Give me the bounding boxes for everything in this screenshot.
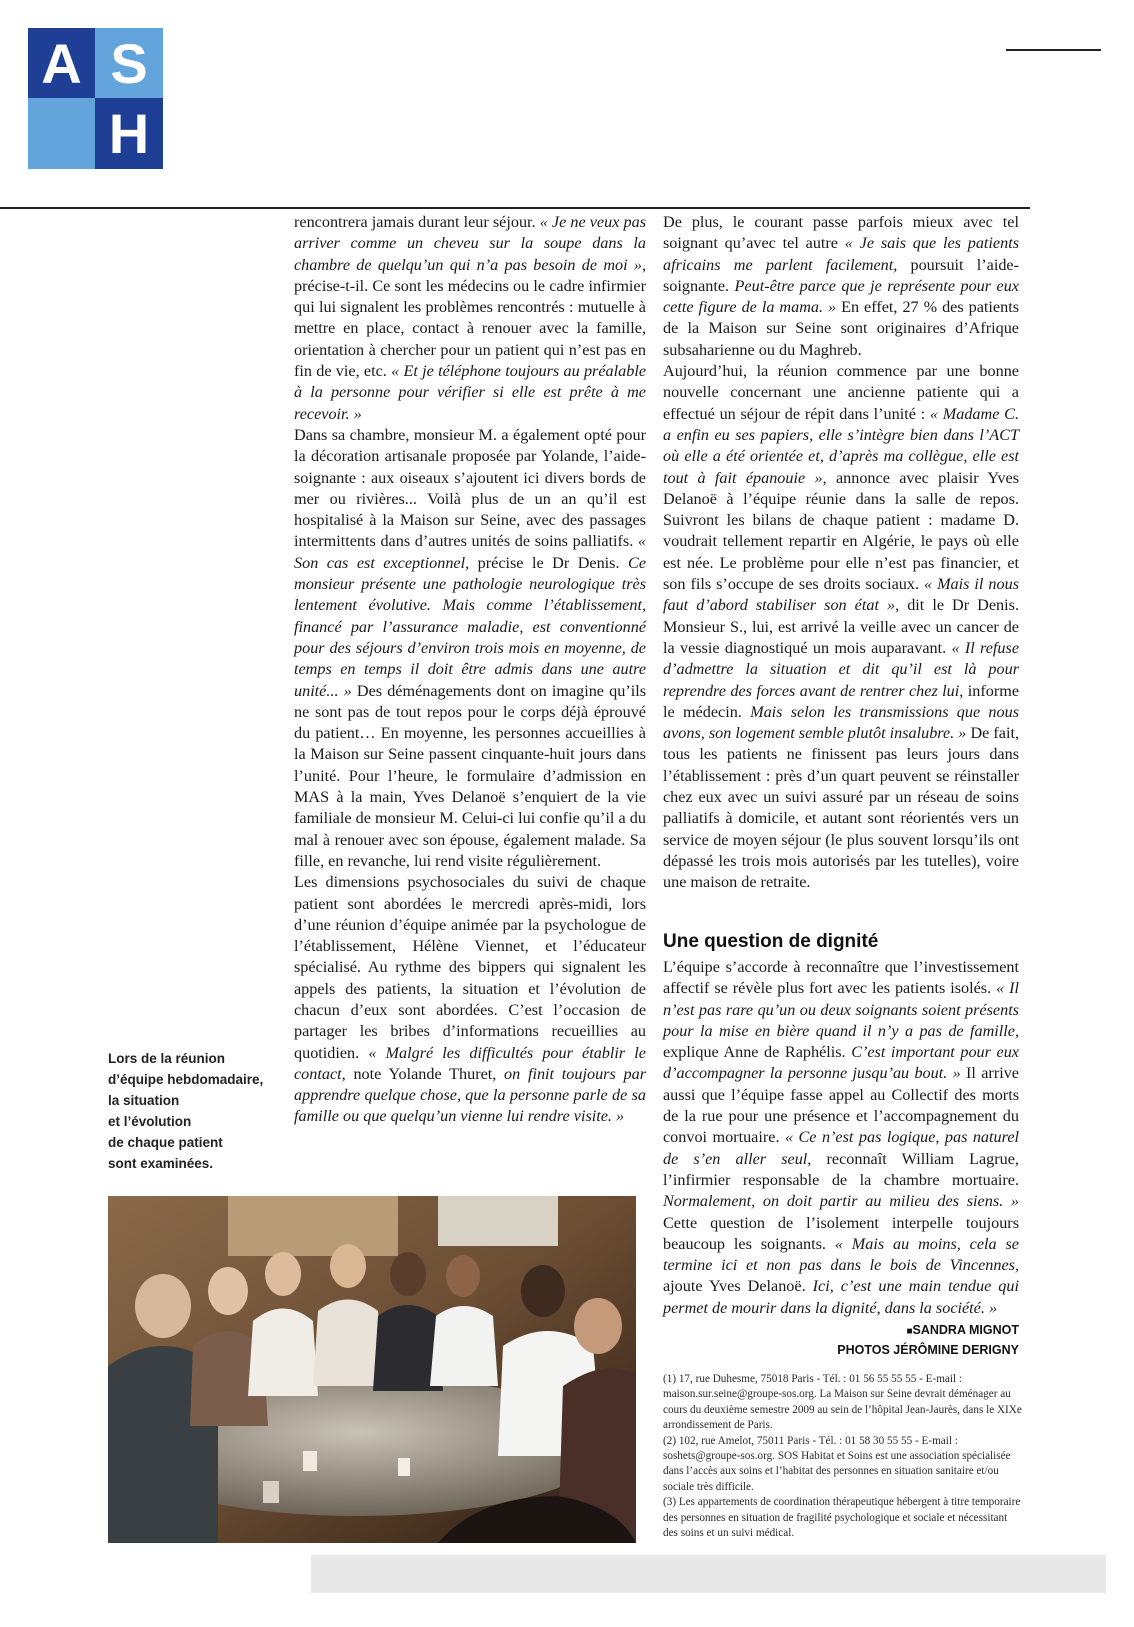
caption-line: sont examinées. xyxy=(108,1156,214,1171)
logo-letter-a: A xyxy=(28,28,95,98)
article-column-middle xyxy=(294,212,646,1128)
paragraph: Les dimensions psychosociales du suivi de chaque patient sont abordées le mercredi après-midi, lors d’une réunion d’équipe animée par la psychologue de l’établissement, Hélène Viennet, et l’éducateur spécialisé. Au rythme des bippers qui signalent les appels des patients, la situation et l’évolution de chacun d’eux sont abordées. C’est l’occasion de partager les bribes d’informations recueillies au quotidien. « Malgré les difficultés pour établir le contact, note Yolande Thuret, on finit toujours par apprendre quelque chose, que la personne parle de sa famille ou que quelqu’un vienne lui rendre visite. » xyxy=(294,873,646,1126)
footnote: (3) Les appartements de coordination thérapeutique hébergent à titre temporaire des personnes en situation de fragilité psychologique et sociale et nécessitant des soins et un suivi médical. xyxy=(663,1496,1021,1540)
logo-letter-h: H xyxy=(95,98,163,169)
caption-line: la situation xyxy=(108,1093,180,1108)
byline-author: ■ SANDRA MIGNOT xyxy=(663,1321,1019,1341)
caption-line: Lors de la réunion xyxy=(108,1051,226,1066)
footnotes xyxy=(663,1372,1023,1541)
section-heading: Une question de dignité xyxy=(663,931,879,952)
header-rule xyxy=(0,207,1030,209)
caption-line: d’équipe hebdomadaire, xyxy=(108,1072,264,1087)
paragraph: Aujourd’hui, la réunion commence par une bonne nouvelle concernant une ancienne patiente qui a effectué un séjour de répit dans l’unité : « Madame C. a enfin eu ses papiers, elle s’intègre bien dans l’ACT où elle a été orientée et, d’après ma collègue, elle est tout à fait épanouie », annonce avec plaisir Yves Delanoë à l’équipe réunie dans la salle de repos. Suivront les bilans de chaque patient : madame D. voudrait tellement repartir en Algérie, le pays où elle est née. Le problème pour elle n’est pas financier, et son fils s’occupe de ses droits sociaux. « Mais il nous faut d’abord stabiliser son état », dit le Dr Denis. Monsieur S., lui, est arrivé la veille avec un cancer de la vessie diagnostiqué un mois auparavant. « Il refuse d’admettre la situation et dit qu’il est là pour reprendre des forces avant de rentrer chez lui, informe le médecin. Mais selon les transmissions que nous avons, son logement semble plutôt insalubre. » De fait, tous les patients ne finissent pas leurs jours dans l’établissement : près d’un quart peuvent se réinstaller chez eux avec un suivi assuré par un réseau de soins palliatifs à domicile, et autant sont réorientés vers un service de moyen séjour (le plus souvent lorsqu’ils ont dépassé les trois mois autorisés par les tutelles), voire une maison de retraite. xyxy=(663,362,1020,892)
byline-photos: PHOTOS JÉRÔMINE DERIGNY xyxy=(837,1343,1019,1357)
caption-line: et l’évolution xyxy=(108,1114,192,1129)
paragraph: Dans sa chambre, monsieur M. a également opté pour la décoration artisanale proposée par Yolande, l’aide-soignante : aux oiseaux s’ajoutent ici divers bords de mer ou rivières... Voilà plus de un an qu’il est hospitalisé à la Maison sur Seine, avec des passages intermittents dans d’autres unités de soins palliatifs. « Son cas est exceptionnel, précise le Dr Denis. Ce monsieur présente une pathologie neurologique très lentement évolutive. Mais comme l’établissement, financé par l’assurance maladie, est conventionné pour des séjours d’environ trois mois en moyenne, de temps en temps il doit être admis dans une autre unité... » Des déménagements dont on imagine qu’ils ne sont pas de tout repos pour le corps déjà éprouvé du patient… En moyenne, les personnes accueillies à la Maison sur Seine passent cinquante-huit jours dans l’unité. Pour l’heure, le formulaire d’admission en MAS à la main, Yves Delanoë s’enquiert de la vie familiale de monsieur M. Celui-ci lui confie qu’il a du mal à renouer avec son épouse, également malade. Sa fille, en revanche, lui rend visite régulièrement. xyxy=(294,425,647,870)
article-column-right xyxy=(663,212,1019,894)
footnote: (1) 17, rue Duhesme, 75018 Paris - Tél. : 01 56 55 55 55 - E-mail : maison.sur.seine@groupe-sos.org. La Maison sur Seine devrait déménager au cours du deuxième semestre 2009 au sein de l’hôpital Jean-Jaurès, dans le XIXe arrondissement de Paris. xyxy=(663,1373,1022,1432)
photo-caption xyxy=(108,1048,268,1174)
top-right-rule xyxy=(1006,49,1101,51)
caption-line: de chaque patient xyxy=(108,1135,223,1150)
article-column-right-continued xyxy=(663,957,1019,1319)
bottom-bar xyxy=(311,1555,1106,1593)
paragraph: De plus, le courant passe parfois mieux avec tel soignant qu’avec tel autre « Je sais que les patients africains me parlent facilement, poursuit l’aide-soignante. Peut-être parce que je représente pour eux cette figure de la mama. » En effet, 27 % des patients de la Maison sur Seine sont originaires d’Afrique subsaharienne ou du Maghreb. xyxy=(663,213,1019,359)
ash-logo xyxy=(28,28,163,169)
footnote: (2) 102, rue Amelot, 75011 Paris - Tél. : 01 58 30 55 55 - E-mail : soshets@groupe-sos.org. SOS Habitat et Soins est une association spécialisée dans l’accès aux soins et l’habitat des personnes en situation sanitaire et/ou sociale très difficile. xyxy=(663,1434,1011,1493)
logo-blank-tile xyxy=(28,98,95,169)
paragraph: L’équipe s’accorde à reconnaître que l’investissement affectif se révèle plus fort avec les patients isolés. « Il n’est pas rare qu’un ou deux soignants soient présents pour la mise en bière quand il n’y a pas de famille, explique Anne de Raphélis. C’est important pour eux d’accompagner la personne jusqu’au bout. » Il arrive aussi que l’équipe fasse appel au Collectif des morts de la rue pour une présence et l’accompagnement du convoi mortuaire. « Ce n’est pas logique, pas naturel de s’en aller seul, reconnaît William Lagrue, l’infirmier responsable de la chambre mortuaire. Normalement, on doit partir au milieu des siens. » Cette question de l’isolement interpelle toujours beaucoup les soignants. « Mais au moins, cela se termine ici et non pas dans le bois de Vincennes, ajoute Yves Delanoë. Ici, c’est une main tendue qui permet de mourir dans la dignité, dans la société. » xyxy=(663,958,1019,1317)
team-meeting-photo xyxy=(108,1196,636,1543)
paragraph: rencontrera jamais durant leur séjour. « Je ne veux pas arriver comme un cheveu sur la soupe dans la chambre de quelqu’un qui n’a pas besoin de moi », précise-t-il. Ce sont les médecins ou le cadre infirmier qui lui signalent les problèmes rencontrés : mutuelle à mettre en place, contact à renouer avec la famille, orientation à chercher pour un patient qui n’est pas en fin de vie, etc. « Et je téléphone toujours au préalable à la personne pour vérifier si elle est prête à me recevoir. » xyxy=(294,213,647,423)
logo-letter-s: S xyxy=(95,28,163,98)
byline xyxy=(663,1321,1019,1359)
